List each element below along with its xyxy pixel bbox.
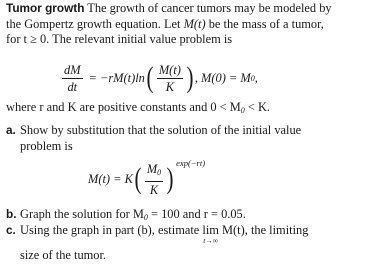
part-b-text: Graph the solution for M (20, 207, 144, 221)
part-a (6, 123, 364, 154)
part-a-line-2: problem is (20, 138, 73, 153)
intro-text-2-end: be the mass of a tumor, (208, 16, 324, 31)
where-subscript: 0 (240, 106, 245, 115)
limit-subscript: t→∞ (203, 236, 219, 245)
solution-left-paren: ( (134, 162, 142, 195)
part-b-label: b. (6, 207, 17, 221)
ratio-numerator: M(t) (158, 62, 181, 77)
part-a-label: a. (6, 123, 16, 137)
intro-line-2 (6, 17, 364, 33)
intro-line-3: for t ≥ 0. The relevant initial value problem is (6, 32, 233, 46)
where-line (6, 100, 364, 119)
derivative-fraction (62, 63, 83, 94)
solution-right-paren: ) (166, 162, 174, 195)
limit-word: lim (202, 223, 219, 237)
intro-text-1: The growth of cancer tumors may be modeled by (87, 1, 332, 15)
solution-denominator: K (149, 182, 159, 197)
limit-operator (202, 223, 219, 245)
where-text: where r and K are positive constants and 0 < M (6, 100, 241, 114)
part-c-text-end: M(t), the limiting (222, 223, 309, 237)
problem-title: Tumor growth (6, 1, 85, 15)
right-paren: ) (186, 61, 194, 94)
ratio-denominator: K (165, 79, 174, 94)
solution-exponent: exp(−rt) (176, 158, 206, 168)
left-paren: ( (146, 61, 154, 94)
part-c (6, 223, 364, 264)
solution-equation (88, 156, 205, 202)
part-c-label: c. (6, 223, 16, 237)
derivative-denominator: dt (67, 79, 78, 94)
part-c-text: Using the graph in part (b), estimate (20, 223, 200, 237)
intro-text-2: the Gompertz growth equation. Let (6, 16, 181, 31)
differential-equation (60, 57, 258, 99)
derivative-numerator: dM (64, 62, 81, 77)
solution-lhs: M(t) = K (88, 171, 133, 186)
ratio-fraction (157, 63, 183, 94)
initial-condition-end: , (254, 70, 258, 85)
initial-condition-subscript: 0 (250, 73, 255, 83)
part-c-line-2: size of the tumor. (20, 248, 107, 262)
solution-numerator-var: M (146, 161, 158, 176)
solution-numerator-subscript: 0 (157, 167, 162, 177)
part-b-text-end: = 100 and r = 0.05. (151, 207, 246, 221)
equation-middle: = −rM(t)ln (88, 70, 145, 85)
initial-condition: , M(0) = M (194, 70, 251, 85)
solution-fraction (145, 162, 163, 197)
part-a-line-1: Show by substitution that the solution of the initial value (20, 123, 302, 137)
intro-paragraph (6, 1, 364, 48)
where-text-end: < K. (247, 100, 271, 114)
solution-numerator (145, 162, 163, 182)
intro-line-1 (6, 1, 364, 17)
part-b-subscript: 0 (143, 213, 148, 222)
mass-function: M(t) (183, 16, 206, 31)
